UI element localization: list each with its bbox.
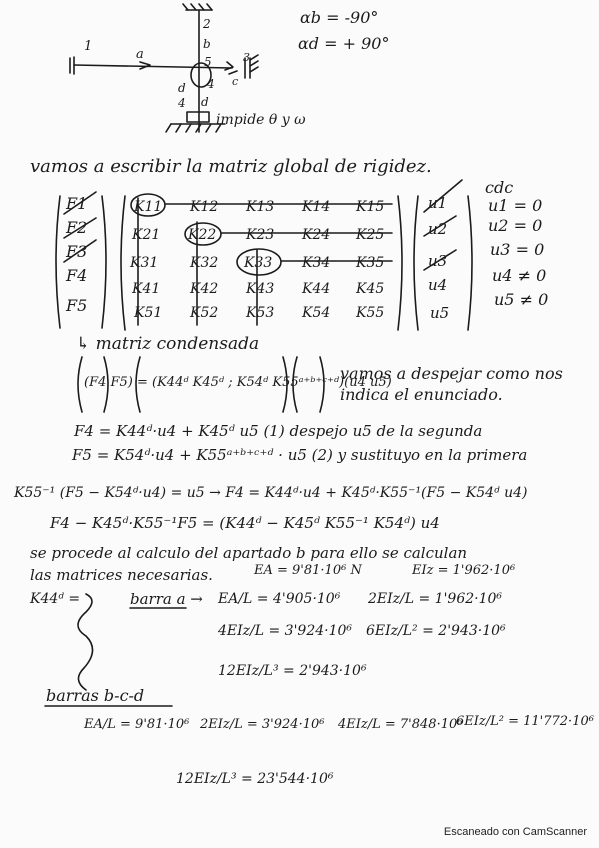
disp-u5: u5	[430, 304, 450, 322]
k33: K33	[244, 255, 273, 271]
k44-label: K44ᵈ =	[30, 591, 81, 607]
condensed-title: ↳ matriz condensada	[76, 334, 260, 354]
barra-a-label: barra a →	[130, 590, 203, 608]
bc-u4: u4 ≠ 0	[492, 266, 547, 285]
force-f1: F1	[66, 194, 88, 213]
k11: K11	[134, 199, 163, 215]
k52: K52	[190, 305, 219, 321]
barra-a-ea: EA/L = 4'905·10⁶	[218, 591, 341, 607]
bc-u3: u3 = 0	[490, 240, 545, 259]
node-label-5: 5	[204, 55, 212, 69]
bar-label-d: d	[178, 81, 186, 95]
scanner-footer: Escaneado con CamScanner	[443, 826, 587, 838]
k34: K34	[302, 255, 331, 271]
disp-u1: u1	[428, 194, 448, 212]
equation-4: F4 − K45ᵈ·K55⁻¹F5 = (K44ᵈ − K45ᵈ K55⁻¹ K54ᵈ) u4	[50, 514, 440, 532]
paragraph-line-1: se procede al calculo del apartado b para ello se calculan	[30, 544, 468, 562]
k31: K31	[130, 255, 159, 271]
force-f4: F4	[66, 266, 88, 285]
alpha-b: αb = -90°	[300, 8, 379, 27]
bc-u1: u1 = 0	[488, 196, 543, 215]
bar-label-a: a	[136, 47, 144, 62]
bcd-ea: EA/L = 9'81·10⁶	[84, 717, 190, 732]
k55: K55	[356, 305, 385, 321]
eiz-value: EIz = 1'962·10⁶	[412, 563, 516, 578]
k21: K21	[132, 227, 161, 243]
paragraph-line-2: las matrices necesarias.	[30, 566, 213, 584]
node-label-2: 2	[203, 17, 211, 31]
support-note: impide θ y ω	[216, 112, 306, 128]
k44: K44	[302, 281, 331, 297]
barra-a-6ei: 6EIz/L² = 2'943·10⁶	[366, 623, 506, 639]
equation-1: F4 = K44ᵈ·u4 + K45ᵈ u5 (1) despejo u5 de la segunda	[74, 422, 483, 440]
k51: K51	[134, 305, 163, 321]
bcd-2ei: 2EIz/L = 3'924·10⁶	[200, 717, 325, 732]
cdc-label: cdc	[485, 178, 514, 197]
k43: K43	[246, 281, 275, 297]
node-label-4-lower: 4	[178, 96, 186, 110]
intro-line: vamos a escribir la matriz global de rigidez.	[30, 156, 432, 177]
bc-u5: u5 ≠ 0	[494, 290, 549, 309]
k23: K23	[246, 227, 275, 243]
barra-a-12ei: 12EIz/L³ = 2'943·10⁶	[218, 663, 367, 679]
ea-value: EA = 9'81·10⁶ N	[254, 563, 362, 578]
alpha-d: αd = + 90°	[298, 34, 390, 53]
k35: K35	[356, 255, 385, 271]
k24: K24	[302, 227, 331, 243]
equation-2: F5 = K54ᵈ·u4 + K55ᵃ⁺ᵇ⁺ᶜ⁺ᵈ · u5 (2) y sustituyo en la primera	[72, 446, 528, 464]
barra-a-4ei: 4EIz/L = 3'924·10⁶	[218, 623, 353, 639]
k14: K14	[302, 199, 331, 215]
k13: K13	[246, 199, 275, 215]
k45: K45	[356, 281, 385, 297]
k22: K22	[188, 227, 217, 243]
bar-label-b: b	[203, 37, 211, 51]
bar-label-c: c	[232, 75, 239, 88]
force-f3: F3	[66, 242, 88, 261]
disp-u4: u4	[428, 276, 448, 294]
k54: K54	[302, 305, 331, 321]
k32: K32	[190, 255, 219, 271]
force-f2: F2	[66, 218, 88, 237]
k53: K53	[246, 305, 275, 321]
equation-3: K55⁻¹ (F5 − K54ᵈ·u4) = u5 → F4 = K44ᵈ·u4 + K45ᵈ·K55⁻¹(F5 − K54ᵈ u4)	[14, 485, 528, 501]
barras-bcd-label: barras b-c-d	[46, 686, 145, 705]
node-label-4: 4	[207, 77, 215, 91]
force-f5: F5	[66, 296, 88, 315]
barra-a-2ei: 2EIz/L = 1'962·10⁶	[368, 591, 503, 607]
disp-u2: u2	[428, 220, 448, 238]
condensed-equation: (F4 F5) = (K44ᵈ K45ᵈ ; K54ᵈ K55ᵃ⁺ᵇ⁺ᶜ⁺ᵈ)(u4 u5)	[84, 375, 392, 390]
k42: K42	[190, 281, 219, 297]
bc-u2: u2 = 0	[488, 216, 543, 235]
k25: K25	[356, 227, 385, 243]
k41: K41	[132, 281, 161, 297]
node-label-3: 3	[243, 51, 250, 64]
k15: K15	[356, 199, 385, 215]
bar-label-d-lower: d	[201, 95, 209, 109]
bcd-4ei: 4EIz/L = 7'848·10⁶	[338, 717, 463, 732]
node-label-1: 1	[84, 39, 93, 54]
bcd-12ei: 12EIz/L³ = 23'544·10⁶	[176, 771, 334, 787]
disp-u3: u3	[428, 252, 448, 270]
condensed-note: vamos a despejar como nos indica el enunciado.	[340, 364, 563, 404]
k12: K12	[190, 199, 219, 215]
bcd-6ei: 6EIz/L² = 11'772·10⁶	[456, 714, 594, 729]
